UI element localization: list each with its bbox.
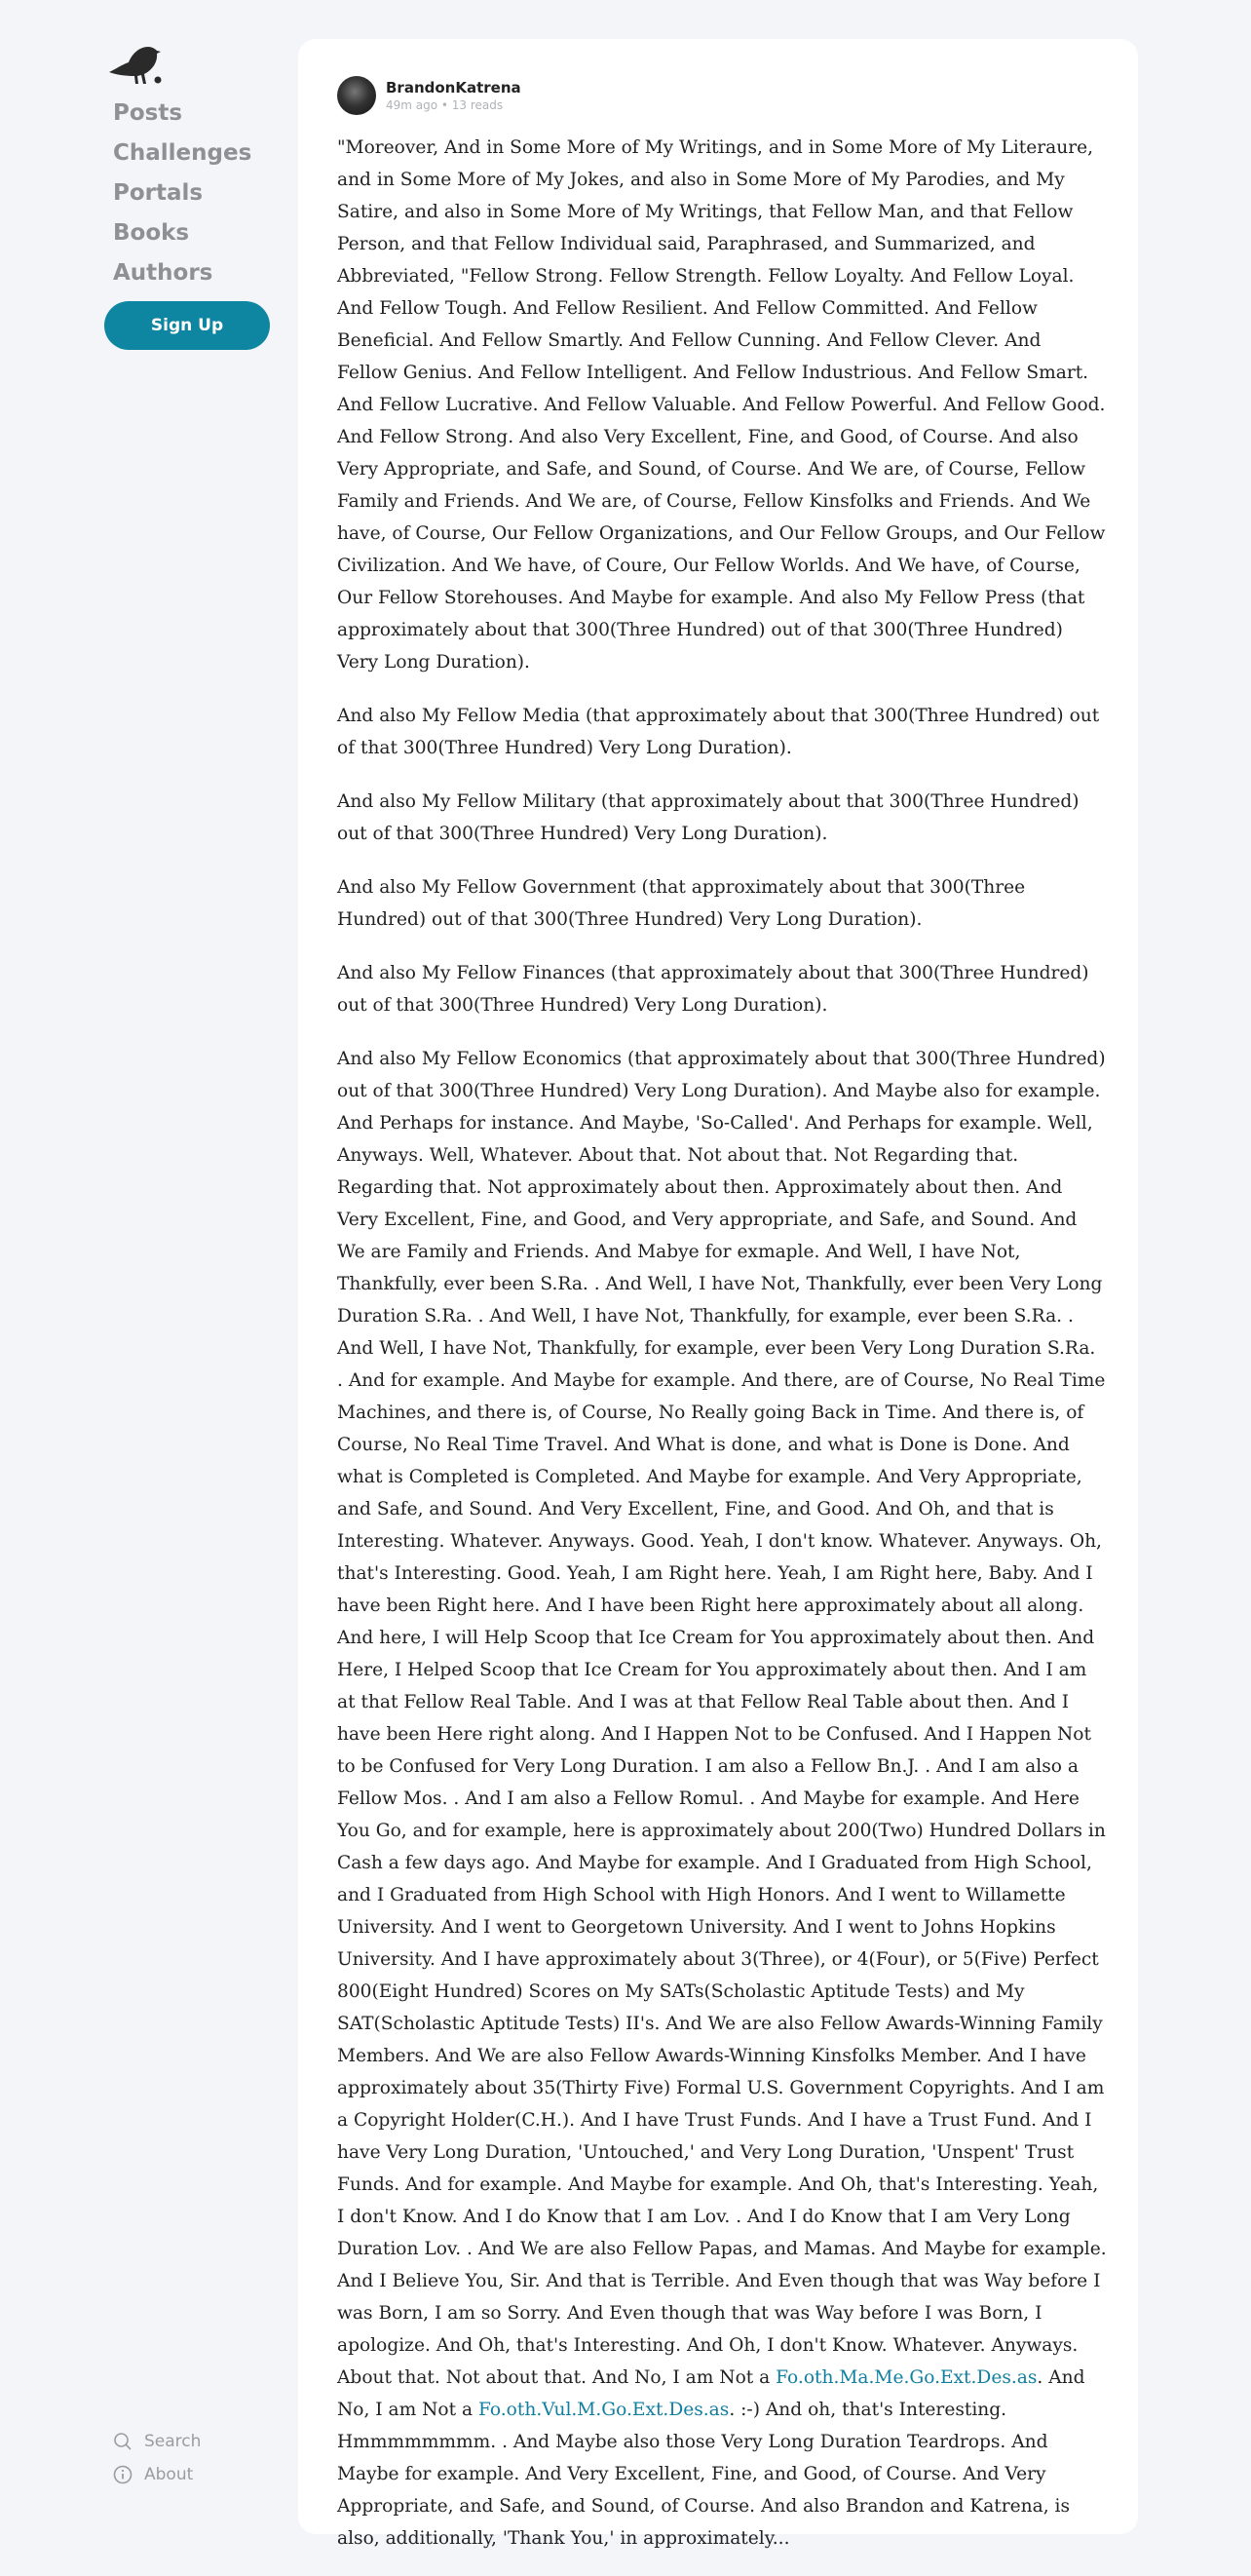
nav-authors[interactable]: Authors <box>113 260 213 286</box>
post-paragraph: And also My Fellow Media (that approximately about that 300(Three Hundred) out of that 300(Three Hundred) Very Long Duration). <box>337 706 1100 758</box>
post-body <box>337 132 1107 2576</box>
tag-link[interactable]: Fo.oth.Ma.Me.Go.Ext.Des.as <box>776 2367 1038 2388</box>
sign-up-button[interactable]: Sign Up <box>104 301 270 350</box>
search-icon <box>113 2432 133 2451</box>
nav-posts[interactable]: Posts <box>113 100 183 126</box>
main-nav <box>113 94 251 293</box>
info-icon <box>113 2465 133 2484</box>
about-label: About <box>144 2465 194 2484</box>
search-link[interactable] <box>113 2425 201 2458</box>
footer-links <box>113 2425 201 2491</box>
tag-link[interactable]: Fo.oth.Vul.M.Go.Ext.Des.as <box>478 2400 730 2420</box>
post-paragraph <box>337 1043 1107 2555</box>
nav-books[interactable]: Books <box>113 220 190 246</box>
nav-portals[interactable]: Portals <box>113 180 204 206</box>
paragraph-text: And also My Fellow Economics (that approximately about that 300(Three Hundred) out of that 300(Three Hundred) Very Long Duration). And Maybe also for example. And Perhaps for instance. And Maybe, 'So-Called'. And Perhaps for example. Well, Anyways. Well, Whatever. About that. Not about that. Not Regarding that. Regarding that. Not approximately about then. Approximately about then. And Very Excellent, Fine, and Good, and Very appropriate, and Safe, and Sound. And We are Family and Friends. And Mabye for exmaple. And Well, I have Not, Thankfully, ever been S.Ra. . And Well, I have Not, Thankfully, ever been Very Long Duration S.Ra. . And Well, I have Not, Thankfully, for example, ever been S.Ra. . And Well, I have Not, Thankfully, for example, ever been Very Long Duration S.Ra. . And for example. And Maybe for example. And there, are of Course, No Real Time Machines, and there is, of Course, No Really going Back in Time. And there is, of Course, No Real Time Travel. And What is done, and what is Done is Done. And what is Completed is Completed. And Maybe for example. And Very Appropriate, and Safe, and Sound. And Very Excellent, Fine, and Good. And Oh, and that is Interesting. Whatever. Anyways. Good. Yeah, I don't know. Whatever. Anyways. Oh, that's Interesting. Good. Yeah, I am Right here. Yeah, I am Right here, Baby. And I have been Right here. And I have been Right here approximately about all along. And here, I will Help Scoop that Ice Cream for You approximately about then. And Here, I Helped Scoop that Ice Cream for You approximately about then. And I am at that Fellow Real Table. And I was at that Fellow Real Table about then. And I have been Here right along. And I Happen Not to be Confused. And I Happen Not to be Confused for Very Long Duration. I am also a Fellow Bn.J. . And I am also a Fellow Mos. . And I am also a Fellow Romul. . And Maybe for example. And Here You Go, and for example, here is approximately about 200(Two) Hundred Dollars in Cash a few days ago. And Maybe for example. And I Graduated from High School, and I Graduated from High School with High Honors. And I went to Willamette University. And I went to Georgetown University. And I went to Johns Hopkins University. And I have approximately about 3(Three), or 4(Four), or 5(Five) Perfect 800(Eight Hundred) Scores on My SATs(Scholastic Aptitude Tests) and My SAT(Scholastic Aptitude Tests) II's. And We are also Fellow Awards-Winning Family Members. And We are also Fellow Awards-Winning Kinsfolks Member. And I have approximately about 35(Thirty Five) Formal U.S. Government Copyrights. And I am a Copyright Holder(C.H.). And I have Trust Funds. And I have a Trust Fund. And I have Very Long Duration, 'Untouched,' and Very Long Duration, 'Unspent' Trust Funds. And for example. And Maybe for example. And Oh, that's Interesting. Yeah, I don't Know. And I do Know that I am Lov. . And I do Know that I am Very Long Duration Lov. . And We are also Fellow Papas, and Mamas. And Maybe for example. And I Believe You, Sir. And that is Terrible. And Even though that was Way before I was Born, I am so Sorry. And Even though that was Way before I was Born, I apologize. And Oh, that's Interesting. And Oh, I don't Know. Whatever. Anyways. About that. Not about that. And No, I am Not a <box>337 1049 1107 2388</box>
about-link[interactable] <box>113 2458 201 2491</box>
avatar[interactable] <box>337 76 376 115</box>
author-name[interactable]: BrandonKatrena <box>386 79 521 96</box>
post-meta: 49m ago • 13 reads <box>386 98 504 112</box>
post-paragraph: And also My Fellow Finances (that approximately about that 300(Three Hundred) out of that 300(Three Hundred) Very Long Duration). <box>337 963 1089 1016</box>
post-card <box>298 39 1138 2549</box>
post-paragraph: And also My Fellow Government (that approximately about that 300(Three Hundred) out of that 300(Three Hundred) Very Long Duration). <box>337 877 1026 930</box>
sidebar <box>0 0 292 2503</box>
author-block <box>337 76 521 115</box>
crow-logo-icon[interactable] <box>107 39 162 86</box>
search-label: Search <box>144 2432 202 2451</box>
paragraph-text: . :-) And oh, that's Interesting. Hmmmmmmmm. . And Maybe also those Very Long Duration Teardrops. And Maybe for example. And Very Excellent, Fine, and Good, of Course. And Very Appropriate, and Safe, and Sound, of Course. And also Brandon and Katrena, is also, additionally, 'Thank You,' in approximately... <box>337 2400 1071 2549</box>
paragraph-text: . And No, I am Not a <box>337 2367 1085 2420</box>
post-paragraph: And also My Fellow Military (that approximately about that 300(Three Hundred) out of that 300(Three Hundred) Very Long Duration). <box>337 791 1080 844</box>
nav-challenges[interactable]: Challenges <box>113 140 252 166</box>
post-paragraph: "Moreover, And in Some More of My Writings, and in Some More of My Literaure, and in Some More of My Jokes, and also in Some More of My Parodies, and My Satire, and also in Some More of My Writings, that Fellow Man, and that Fellow Person, and that Fellow Individual said, Paraphrased, and Summarized, and Abbreviated, "Fellow Strong. Fellow Strength. Fellow Loyalty. And Fellow Loyal. And Fellow Tough. And Fellow Resilient. And Fellow Committed. And Fellow Beneficial. And Fellow Smartly. And Fellow Cunning. And Fellow Clever. And Fellow Genius. And Fellow Intelligent. And Fellow Industrious. And Fellow Smart. And Fellow Lucrative. And Fellow Valuable. And Fellow Powerful. And Fellow Good. And Fellow Strong. And also Very Excellent, Fine, and Good, of Course. And also Very Appropriate, and Safe, and Sound, of Course. And We are, of Course, Fellow Family and Friends. And We are, of Course, Fellow Kinsfolks and Friends. And We have, of Course, Our Fellow Organizations, and Our Fellow Groups, and Our Fellow Civilization. And We have, of Coure, Our Fellow Worlds. And We have, of Course, Our Fellow Storehouses. And Maybe for example. And also My Fellow Press (that approximately about that 300(Three Hundred) out of that 300(Three Hundred) Very Long Duration). <box>337 137 1106 673</box>
